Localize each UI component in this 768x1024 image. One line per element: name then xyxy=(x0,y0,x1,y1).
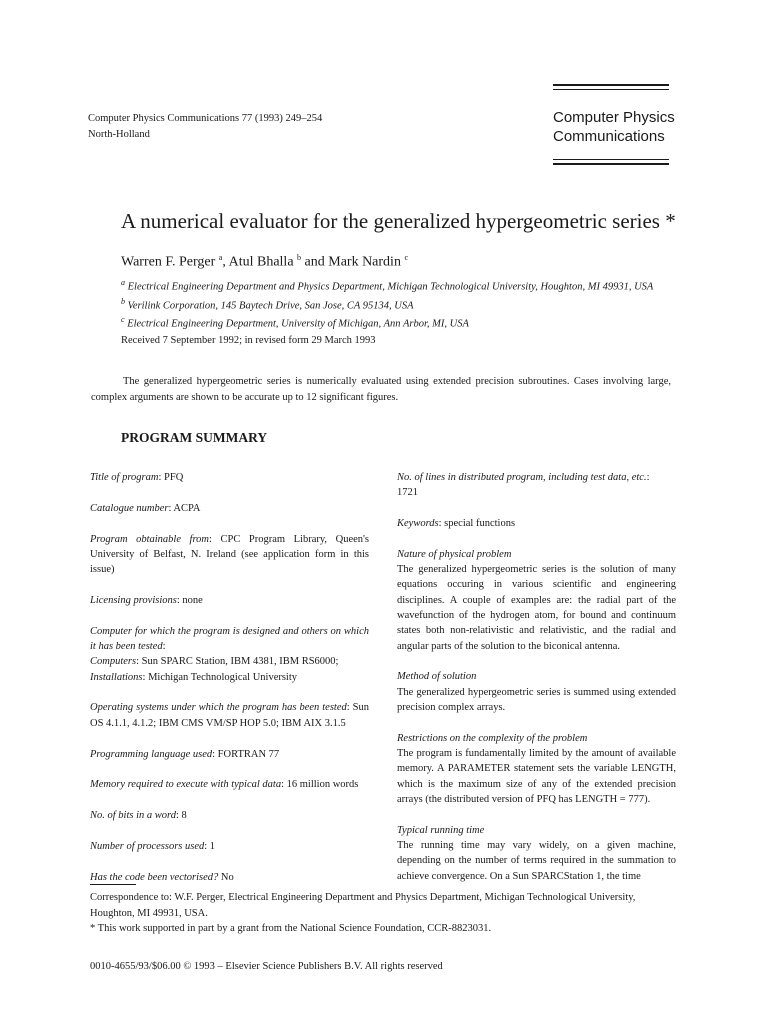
affiliation-text: Verilink Corporation, 145 Baytech Drive, San Jose, CA 95134, USA xyxy=(127,300,414,311)
summary-entry: Memory required to execute with typical data: 16 million words xyxy=(90,779,359,791)
journal-citation-block xyxy=(88,111,322,143)
entry-label: Has the code been vectorised? xyxy=(90,871,219,883)
affiliation xyxy=(121,295,653,314)
summary-entry: Computer for which the program is designed and others on which it has been tested: xyxy=(90,625,369,653)
publisher: North-Holland xyxy=(88,129,150,140)
entry-label: Operating systems under which the program has been tested xyxy=(90,702,347,714)
entry-label: Catalogue number xyxy=(90,502,169,514)
author-name: Atul Bhalla xyxy=(228,254,294,270)
abstract: The generalized hypergeometric series is numerically evaluated using extended precision subroutines. Cases involving large, complex arguments are shown to be accurate up to 12 significant figures. xyxy=(91,376,671,403)
summary-entry: Catalogue number: ACPA xyxy=(90,502,201,514)
summary-entry: Number of processors used: 1 xyxy=(90,840,216,852)
summary-entry xyxy=(397,823,676,884)
journal-brand-line2: Communications xyxy=(553,128,665,145)
affiliation xyxy=(121,313,653,332)
entry-label: Restrictions on the complexity of the problem xyxy=(397,732,588,744)
entry-value: Sun SPARC Station, IBM 4381, IBM RS6000; xyxy=(141,656,339,668)
affiliation-mark: c xyxy=(121,315,125,324)
entry-label: Computers xyxy=(90,656,137,668)
journal-brand-line1: Computer Physics xyxy=(553,109,675,126)
header-rule-bottom xyxy=(553,163,669,165)
affiliation-mark: b xyxy=(121,296,125,306)
entry-label: No. of lines in distributed program, including test data, etc. xyxy=(397,472,647,483)
header-rule-top-thin xyxy=(553,89,669,90)
entry-value: FORTRAN 77 xyxy=(217,748,280,760)
paper-title: A numerical evaluator for the generalized hypergeometric series * xyxy=(121,209,676,233)
entry-label: Nature of physical problem xyxy=(397,548,512,560)
author-list xyxy=(121,253,408,271)
entry-label: Installations xyxy=(90,671,143,683)
footnotes xyxy=(90,890,670,937)
entry-value: ACPA xyxy=(173,502,201,514)
author-separator: and xyxy=(301,254,329,270)
summary-entry: No. of lines in distributed program, including test data, etc.: 1721 xyxy=(397,472,650,499)
entry-label: Memory required to execute with typical data xyxy=(90,779,282,791)
summary-left-column xyxy=(90,470,369,901)
entry-value: 16 million words xyxy=(286,779,359,791)
entry-value: CPC Program Library, Queen's University of Belfast, N. Ireland (see application form in this issue) xyxy=(90,533,369,576)
summary-entry: Operating systems under which the program has been tested: Sun OS 4.1.1, 4.1.2; IBM CMS VM/SP HOP 5.0; IBM AIX 3.1.5 xyxy=(90,702,369,729)
copyright-line: 0010-4655/93/$06.00 © 1993 – Elsevier Science Publishers B.V. All rights reserved xyxy=(90,961,443,972)
entry-value: The program is fundamentally limited by the amount of available memory. A PARAMETER statement sets the variable LENGTH, which is the maximum size of any of the extended precision arrays (the distributed version of PFQ has LENGTH = 777). xyxy=(397,748,676,806)
entry-value: The generalized hypergeometric series is the solution of many equations occuring in various scientific and engineering disciplines. A couple of examples are: the radial part of the wavefunction of the hydrogen atom, for bound and continuum states both non-relativistic and relativistic, and the radial and angular parts of the solution to the biconical antenna. xyxy=(397,564,676,652)
journal-brand xyxy=(553,108,675,146)
affiliation xyxy=(121,276,653,295)
funding-note: * This work supported in part by a grant from the National Science Foundation, CCR-8823031. xyxy=(90,923,492,934)
correspondence-note: Correspondence to: W.F. Perger, Electrical Engineering Department and Physics Department, Michigan Technological University, Houghton, MI 49931, USA. xyxy=(90,892,636,919)
entry-label: Number of processors used xyxy=(90,840,205,852)
summary-entry: Computers: Sun SPARC Station, IBM 4381, IBM RS6000; xyxy=(90,656,339,668)
entry-value: special functions xyxy=(444,518,516,530)
summary-entry xyxy=(397,669,676,715)
summary-entry: Keywords: special functions xyxy=(397,518,516,530)
entry-value: 8 xyxy=(181,810,187,822)
entry-value: No xyxy=(220,871,234,883)
author-separator: , xyxy=(222,254,229,270)
summary-entry: Installations: Michigan Technological University xyxy=(90,671,298,683)
affiliation-text: Electrical Engineering Department, University of Michigan, Ann Arbor, MI, USA xyxy=(127,318,469,330)
affiliation-list xyxy=(121,276,653,332)
entry-value: 1721 xyxy=(397,487,418,499)
footnote-rule xyxy=(90,884,136,885)
summary-entry: Title of program: PFQ xyxy=(90,472,184,483)
entry-label: Program obtainable from xyxy=(90,533,210,545)
entry-label: Computer for which the program is designed and others on which it has been tested xyxy=(90,625,369,653)
entry-value: 1 xyxy=(209,840,216,852)
author-affiliation-mark: b xyxy=(297,253,302,262)
affiliation-text: Electrical Engineering Department and Physics Department, Michigan Technological University, Houghton, MI 49931, USA xyxy=(127,281,654,293)
summary-entry: Programming language used: FORTRAN 77 xyxy=(90,748,280,760)
summary-entry: No. of bits in a word: 8 xyxy=(90,810,187,822)
author-affiliation-mark: c xyxy=(404,253,409,262)
entry-value: PFQ xyxy=(164,472,184,483)
entry-value: none xyxy=(182,594,203,606)
entry-label: Licensing provisions xyxy=(90,594,177,606)
entry-label: No. of bits in a word xyxy=(90,810,176,822)
entry-value: Sun OS 4.1.1, 4.1.2; IBM CMS VM/SP HOP 5.0; IBM AIX 3.1.5 xyxy=(90,702,369,729)
summary-entry: Licensing provisions: none xyxy=(90,594,203,606)
summary-right-column xyxy=(397,470,676,900)
entry-label: Title of program xyxy=(90,472,159,483)
program-summary-heading: PROGRAM SUMMARY xyxy=(121,430,268,445)
header-rule-top xyxy=(553,84,669,86)
author-name: Warren F. Perger xyxy=(121,254,216,270)
summary-entry xyxy=(397,731,676,807)
entry-value: Michigan Technological University xyxy=(148,671,298,683)
entry-label: Keywords xyxy=(397,518,439,530)
entry-label: Method of solution xyxy=(397,671,477,683)
author-name: Mark Nardin xyxy=(328,254,401,270)
entry-label: Typical running time xyxy=(397,824,485,836)
entry-value: The generalized hypergeometric series is summed using extended precision complex arrays. xyxy=(397,686,676,714)
affiliation-mark: a xyxy=(121,278,125,287)
journal-citation: Computer Physics Communications 77 (1993) 249–254 xyxy=(88,113,323,124)
entry-value: The running time may vary widely, on a given machine, depending on the number of terms required in the summation to achieve convergence. On a Sun SPARCStation 1, the time xyxy=(397,840,676,882)
received-dates: Received 7 September 1992; in revised form 29 March 1993 xyxy=(121,335,376,346)
entry-label: Programming language used xyxy=(90,748,213,760)
summary-entry xyxy=(397,547,676,654)
summary-entry: Program obtainable from: CPC Program Library, Queen's University of Belfast, N. Ireland (see application form in this issue) xyxy=(90,533,369,576)
header-rule-bottom-thin xyxy=(553,159,669,160)
summary-entry xyxy=(90,870,369,885)
author-affiliation-mark: a xyxy=(218,253,223,262)
